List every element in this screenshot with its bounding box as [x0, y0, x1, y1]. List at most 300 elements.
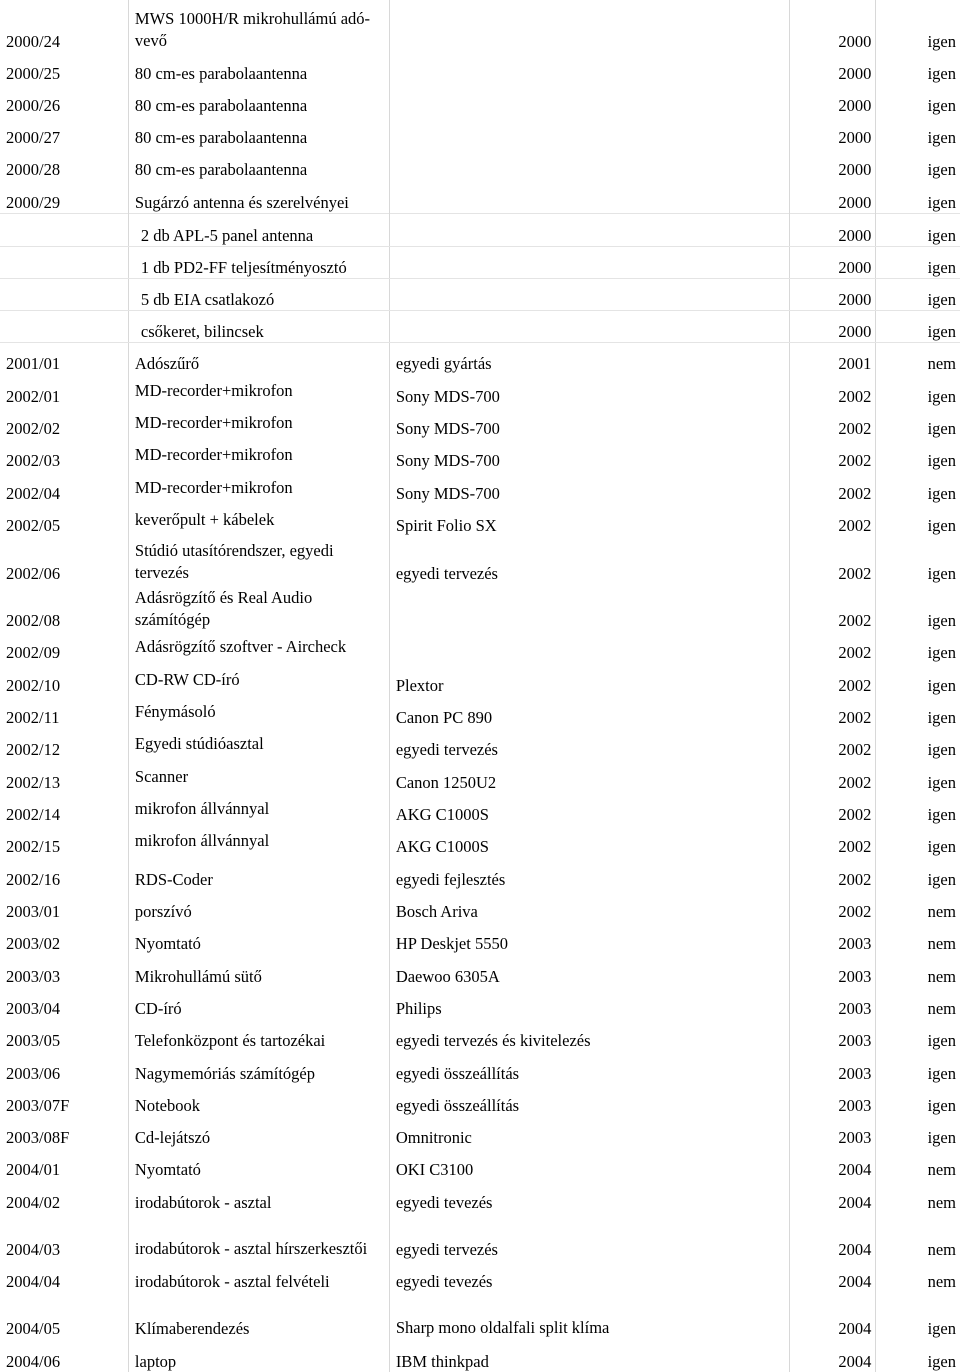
year-cell — [789, 310, 876, 342]
item-type-cell-text: Omnitronic — [395, 1128, 472, 1147]
item-type-cell-text: egyedi tervezés — [395, 1240, 498, 1259]
item-type-cell — [389, 52, 789, 84]
status-cell — [876, 696, 960, 728]
inventory-number-cell-text: 2000/29 — [6, 192, 61, 212]
table-row — [0, 1051, 960, 1084]
item-type-cell — [389, 0, 789, 52]
inventory-number-cell-text: 2002/14 — [6, 805, 61, 824]
item-name-cell — [128, 1180, 389, 1213]
item-name-cell-text: porszívó — [134, 902, 192, 921]
year-cell-text: 2000 — [838, 192, 872, 212]
item-type-cell — [389, 342, 789, 374]
inventory-number-cell-text: 2004/03 — [6, 1240, 61, 1259]
item-name-cell-text: irodabútorok - asztal — [134, 1193, 272, 1212]
year-cell — [789, 84, 876, 116]
year-cell — [789, 1051, 876, 1084]
table-row — [0, 584, 960, 631]
inventory-number-cell-text: 2003/01 — [6, 902, 61, 921]
status-cell — [876, 536, 960, 584]
item-name-cell-text: Stúdió utasítórendszer, egyedi tervezés — [134, 541, 334, 582]
status-cell — [876, 922, 960, 954]
item-name-cell — [128, 536, 389, 584]
inventory-number-cell — [0, 213, 128, 246]
item-name-cell-text: irodabútorok - asztal felvételi — [134, 1272, 330, 1291]
year-cell-text: 2002 — [838, 708, 872, 727]
item-type-cell-text: Daewoo 6305A — [395, 967, 500, 986]
item-type-cell-text: egyedi tevezés — [395, 1272, 493, 1291]
inventory-number-cell — [0, 1084, 128, 1116]
status-cell-text: igen — [927, 160, 956, 179]
status-cell — [876, 954, 960, 987]
year-cell — [789, 1084, 876, 1116]
table-row — [0, 1019, 960, 1051]
item-type-cell — [389, 116, 789, 148]
inventory-number-cell-text: 2002/11 — [6, 708, 60, 727]
inventory-number-cell — [0, 857, 128, 890]
status-cell-text: igen — [927, 257, 956, 277]
table-row — [0, 1116, 960, 1148]
item-type-cell-text: egyedi tervezés és kivitelezés — [395, 1031, 591, 1050]
item-type-cell — [389, 1019, 789, 1051]
item-name-cell-text: MD-recorder+mikrofon — [134, 445, 293, 464]
table-row — [0, 954, 960, 987]
year-cell-text: 2002 — [838, 740, 872, 759]
year-cell — [789, 696, 876, 728]
status-cell — [876, 1339, 960, 1372]
year-cell-text: 2003 — [838, 1128, 872, 1147]
item-name-cell — [128, 504, 389, 536]
inventory-number-cell-text: 2004/02 — [6, 1193, 61, 1212]
item-name-cell — [128, 1148, 389, 1180]
table-row — [0, 857, 960, 890]
inventory-number-cell-text: 2002/05 — [6, 516, 61, 535]
item-name-cell-text: Fénymásoló — [134, 702, 216, 721]
table-row — [0, 922, 960, 954]
year-cell-text: 2000 — [838, 64, 872, 83]
item-name-cell-text: Scanner — [134, 767, 189, 786]
item-type-cell-text: Plextor — [395, 676, 444, 695]
status-cell-text: nem — [927, 1272, 956, 1291]
year-cell-text: 2002 — [838, 902, 872, 921]
inventory-number-cell — [0, 310, 128, 342]
status-cell-text: igen — [927, 611, 956, 630]
item-type-cell — [389, 407, 789, 439]
table-row — [0, 342, 960, 374]
year-cell — [789, 1116, 876, 1148]
item-name-cell — [128, 760, 389, 793]
item-name-cell — [128, 922, 389, 954]
table-row — [0, 310, 960, 342]
status-cell — [876, 631, 960, 663]
item-type-cell — [389, 310, 789, 342]
status-cell-text: igen — [927, 516, 956, 535]
status-cell — [876, 1260, 960, 1292]
status-cell — [876, 584, 960, 631]
item-type-cell — [389, 504, 789, 536]
inventory-number-cell — [0, 471, 128, 504]
year-cell-text: 2003 — [838, 934, 872, 953]
inventory-number-cell — [0, 84, 128, 116]
status-cell-text: igen — [927, 1128, 956, 1147]
year-cell — [789, 278, 876, 310]
item-type-cell-text: egyedi tervezés — [395, 564, 498, 583]
status-cell-text: igen — [927, 740, 956, 759]
table-row — [0, 1292, 960, 1339]
status-cell — [876, 0, 960, 52]
item-name-cell-text: laptop — [134, 1352, 177, 1371]
year-cell — [789, 1213, 876, 1260]
item-type-cell — [389, 631, 789, 663]
status-cell — [876, 180, 960, 213]
status-cell-text: igen — [927, 1064, 956, 1083]
item-type-cell-text: egyedi összeállítás — [395, 1096, 520, 1115]
year-cell-text: 2000 — [838, 128, 872, 147]
table-row — [0, 52, 960, 84]
item-type-cell-text: Sharp mono oldalfali split klíma — [395, 1318, 610, 1337]
item-name-cell — [128, 825, 389, 857]
item-type-cell — [389, 1180, 789, 1213]
year-cell — [789, 0, 876, 52]
item-name-cell — [128, 116, 389, 148]
status-cell-text: igen — [927, 676, 956, 695]
inventory-number-cell — [0, 954, 128, 987]
item-name-cell — [128, 52, 389, 84]
year-cell — [789, 793, 876, 825]
table-row — [0, 987, 960, 1019]
item-type-cell — [389, 890, 789, 922]
table-row — [0, 1213, 960, 1260]
item-name-cell — [128, 696, 389, 728]
inventory-number-cell-text: 2002/04 — [6, 484, 61, 503]
inventory-number-cell — [0, 1019, 128, 1051]
item-name-cell-text: Nyomtató — [134, 934, 201, 953]
inventory-number-cell — [0, 1260, 128, 1292]
item-type-cell-text: Spirit Folio SX — [395, 516, 497, 535]
status-cell-text: igen — [927, 870, 956, 889]
year-cell-text: 2002 — [838, 564, 872, 583]
status-cell — [876, 504, 960, 536]
year-cell — [789, 536, 876, 584]
table-row — [0, 246, 960, 278]
item-type-cell — [389, 1148, 789, 1180]
table-row — [0, 374, 960, 407]
inventory-number-cell — [0, 439, 128, 471]
status-cell — [876, 84, 960, 116]
item-type-cell-text: Canon PC 890 — [395, 708, 493, 727]
status-cell — [876, 439, 960, 471]
status-cell — [876, 342, 960, 374]
year-cell-text: 2003 — [838, 1064, 872, 1083]
status-cell — [876, 407, 960, 439]
year-cell — [789, 1260, 876, 1292]
year-cell-text: 2002 — [838, 516, 872, 535]
item-type-cell — [389, 1084, 789, 1116]
status-cell-text: igen — [927, 837, 956, 856]
item-name-cell — [128, 407, 389, 439]
item-type-cell — [389, 728, 789, 760]
inventory-number-cell-text: 2002/02 — [6, 419, 61, 438]
year-cell — [789, 922, 876, 954]
inventory-number-cell-text: 2002/12 — [6, 740, 61, 759]
status-cell-text: igen — [927, 451, 956, 470]
item-type-cell — [389, 246, 789, 278]
status-cell-text: igen — [927, 805, 956, 824]
item-type-cell-text: Sony MDS-700 — [395, 484, 500, 503]
table-row — [0, 0, 960, 52]
status-cell-text: igen — [927, 643, 956, 662]
inventory-number-cell-text: 2002/16 — [6, 870, 61, 889]
inventory-number-cell — [0, 1180, 128, 1213]
inventory-number-cell-text: 2002/06 — [6, 564, 61, 583]
item-name-cell — [128, 1339, 389, 1372]
item-name-cell-text: 1 db PD2-FF teljesítményosztó — [140, 257, 347, 277]
item-name-cell — [128, 180, 389, 213]
item-type-cell — [389, 1051, 789, 1084]
inventory-number-cell — [0, 1116, 128, 1148]
inventory-number-cell — [0, 246, 128, 278]
status-cell-text: igen — [927, 1031, 956, 1050]
year-cell — [789, 890, 876, 922]
inventory-number-cell-text: 2000/25 — [6, 64, 61, 83]
year-cell-text: 2002 — [838, 643, 872, 662]
inventory-number-cell-text: 2002/01 — [6, 387, 61, 406]
year-cell — [789, 987, 876, 1019]
table-row — [0, 728, 960, 760]
year-cell-text: 2002 — [838, 451, 872, 470]
item-type-cell — [389, 663, 789, 696]
item-type-cell — [389, 471, 789, 504]
item-type-cell — [389, 825, 789, 857]
item-name-cell — [128, 857, 389, 890]
inventory-number-cell-text: 2002/10 — [6, 676, 61, 695]
year-cell-text: 2000 — [838, 257, 872, 277]
table-row — [0, 504, 960, 536]
year-cell-text: 2000 — [838, 225, 872, 245]
inventory-number-cell-text: 2003/08F — [6, 1128, 70, 1147]
inventory-number-cell — [0, 922, 128, 954]
status-cell — [876, 116, 960, 148]
inventory-number-cell — [0, 987, 128, 1019]
status-cell — [876, 278, 960, 310]
item-name-cell-text: 80 cm-es parabolaantenna — [134, 64, 308, 83]
item-type-cell-text: OKI C3100 — [395, 1160, 474, 1179]
inventory-number-cell-text: 2004/06 — [6, 1352, 61, 1371]
status-cell-text: igen — [927, 225, 956, 245]
year-cell-text: 2002 — [838, 419, 872, 438]
item-name-cell-text: MD-recorder+mikrofon — [134, 381, 293, 400]
table-row — [0, 116, 960, 148]
table-row — [0, 148, 960, 180]
inventory-number-cell — [0, 728, 128, 760]
table-row — [0, 793, 960, 825]
status-cell — [876, 1213, 960, 1260]
item-type-cell-text: egyedi összeállítás — [395, 1064, 520, 1083]
item-type-cell-text: Bosch Ariva — [395, 902, 478, 921]
item-name-cell-text: MD-recorder+mikrofon — [134, 478, 293, 497]
inventory-number-cell-text: 2000/24 — [6, 32, 61, 51]
year-cell — [789, 180, 876, 213]
inventory-number-cell — [0, 825, 128, 857]
year-cell — [789, 857, 876, 890]
item-name-cell-text: MWS 1000H/R mikrohullámú adó-vevő — [134, 9, 371, 50]
item-name-cell-text: mikrofon állvánnyal — [134, 799, 270, 818]
item-name-cell — [128, 793, 389, 825]
item-type-cell — [389, 1116, 789, 1148]
item-name-cell — [128, 890, 389, 922]
year-cell — [789, 825, 876, 857]
inventory-number-cell — [0, 1292, 128, 1339]
item-type-cell-text: HP Deskjet 5550 — [395, 934, 508, 953]
inventory-number-cell — [0, 374, 128, 407]
inventory-number-cell — [0, 696, 128, 728]
item-name-cell-text: Adásrögzítő szoftver - Aircheck — [134, 637, 347, 656]
item-name-cell-text: 2 db APL-5 panel antenna — [140, 225, 314, 245]
table-row — [0, 1260, 960, 1292]
status-cell-text: igen — [927, 387, 956, 406]
year-cell — [789, 760, 876, 793]
status-cell — [876, 374, 960, 407]
table-row — [0, 439, 960, 471]
item-name-cell-text: Egyedi stúdióasztal — [134, 734, 264, 753]
inventory-number-cell-text: 2002/08 — [6, 611, 61, 630]
item-name-cell-text: 80 cm-es parabolaantenna — [134, 128, 308, 147]
status-cell-text: igen — [927, 1096, 956, 1115]
inventory-number-cell — [0, 584, 128, 631]
year-cell-text: 2001 — [838, 354, 872, 373]
status-cell-text: igen — [927, 64, 956, 83]
item-type-cell — [389, 857, 789, 890]
year-cell-text: 2004 — [838, 1319, 872, 1338]
item-name-cell — [128, 1051, 389, 1084]
inventory-number-cell-text: 2003/03 — [6, 967, 61, 986]
item-type-cell-text: Sony MDS-700 — [395, 387, 500, 406]
inventory-number-cell-text: 2000/26 — [6, 96, 61, 115]
item-type-cell — [389, 374, 789, 407]
inventory-number-cell — [0, 890, 128, 922]
year-cell-text: 2002 — [838, 676, 872, 695]
item-type-cell-text: egyedi tevezés — [395, 1193, 493, 1212]
item-name-cell-text: irodabútorok - asztal hírszerkesztői — [134, 1239, 368, 1258]
item-name-cell — [128, 213, 389, 246]
status-cell-text: igen — [927, 321, 956, 341]
item-name-cell-text: Adásrögzítő és Real Audio számítógép — [134, 588, 313, 629]
item-name-cell-text: Notebook — [134, 1096, 200, 1115]
year-cell-text: 2004 — [838, 1272, 872, 1291]
item-type-cell — [389, 696, 789, 728]
item-name-cell — [128, 1019, 389, 1051]
item-name-cell — [128, 1213, 389, 1260]
status-cell-text: igen — [927, 708, 956, 727]
item-type-cell — [389, 1260, 789, 1292]
item-name-cell — [128, 1084, 389, 1116]
item-type-cell — [389, 439, 789, 471]
item-name-cell-text: 80 cm-es parabolaantenna — [134, 160, 308, 179]
item-name-cell — [128, 728, 389, 760]
inventory-number-cell-text: 2004/04 — [6, 1272, 61, 1291]
year-cell — [789, 471, 876, 504]
item-name-cell — [128, 1260, 389, 1292]
year-cell-text: 2002 — [838, 870, 872, 889]
inventory-number-cell — [0, 52, 128, 84]
item-type-cell-text: Sony MDS-700 — [395, 419, 500, 438]
item-name-cell — [128, 954, 389, 987]
year-cell — [789, 52, 876, 84]
status-cell — [876, 1116, 960, 1148]
table-row — [0, 890, 960, 922]
item-name-cell — [128, 0, 389, 52]
status-cell — [876, 310, 960, 342]
year-cell — [789, 1292, 876, 1339]
item-name-cell — [128, 584, 389, 631]
item-name-cell — [128, 631, 389, 663]
status-cell-text: nem — [927, 354, 956, 373]
year-cell-text: 2002 — [838, 805, 872, 824]
status-cell-text: nem — [927, 1240, 956, 1259]
year-cell-text: 2002 — [838, 611, 872, 630]
status-cell — [876, 1148, 960, 1180]
item-type-cell — [389, 180, 789, 213]
status-cell-text: igen — [927, 419, 956, 438]
item-name-cell — [128, 1292, 389, 1339]
inventory-number-cell-text: 2002/15 — [6, 837, 61, 856]
item-name-cell — [128, 148, 389, 180]
item-name-cell — [128, 310, 389, 342]
inventory-number-cell-text: 2004/05 — [6, 1319, 61, 1338]
year-cell-text: 2000 — [838, 289, 872, 309]
year-cell-text: 2003 — [838, 999, 872, 1018]
inventory-number-cell — [0, 631, 128, 663]
inventory-number-cell-text: 2002/09 — [6, 643, 61, 662]
status-cell-text: igen — [927, 289, 956, 309]
year-cell — [789, 439, 876, 471]
inventory-number-cell — [0, 1051, 128, 1084]
table-row — [0, 536, 960, 584]
item-name-cell-text: Telefonközpont és tartozékai — [134, 1031, 326, 1050]
inventory-number-cell-text: 2003/02 — [6, 934, 61, 953]
year-cell-text: 2004 — [838, 1352, 872, 1371]
item-name-cell-text: 5 db EIA csatlakozó — [140, 289, 275, 309]
item-type-cell-text: Philips — [395, 999, 442, 1018]
year-cell-text: 2003 — [838, 1031, 872, 1050]
inventory-number-cell-text: 2003/04 — [6, 999, 61, 1018]
year-cell — [789, 663, 876, 696]
inventory-number-cell-text: 2002/03 — [6, 451, 61, 470]
item-name-cell — [128, 471, 389, 504]
item-name-cell-text: Adószűrő — [134, 354, 200, 373]
year-cell — [789, 584, 876, 631]
status-cell — [876, 1180, 960, 1213]
table-row — [0, 825, 960, 857]
inventory-number-cell — [0, 793, 128, 825]
item-name-cell-text: Sugárzó antenna és szerelvényei — [134, 192, 349, 212]
inventory-number-cell-text: 2003/05 — [6, 1031, 61, 1050]
year-cell-text: 2002 — [838, 387, 872, 406]
item-type-cell — [389, 536, 789, 584]
inventory-number-cell — [0, 0, 128, 52]
table-row — [0, 84, 960, 116]
status-cell-text: igen — [927, 96, 956, 115]
item-name-cell-text: 80 cm-es parabolaantenna — [134, 96, 308, 115]
status-cell-text: igen — [927, 484, 956, 503]
year-cell-text: 2002 — [838, 773, 872, 792]
item-name-cell — [128, 439, 389, 471]
year-cell-text: 2002 — [838, 837, 872, 856]
inventory-number-cell — [0, 536, 128, 584]
item-type-cell-text: AKG C1000S — [395, 837, 489, 856]
status-cell-text: nem — [927, 1193, 956, 1212]
item-type-cell-text: Sony MDS-700 — [395, 451, 500, 470]
item-type-cell-text: egyedi fejlesztés — [395, 870, 506, 889]
